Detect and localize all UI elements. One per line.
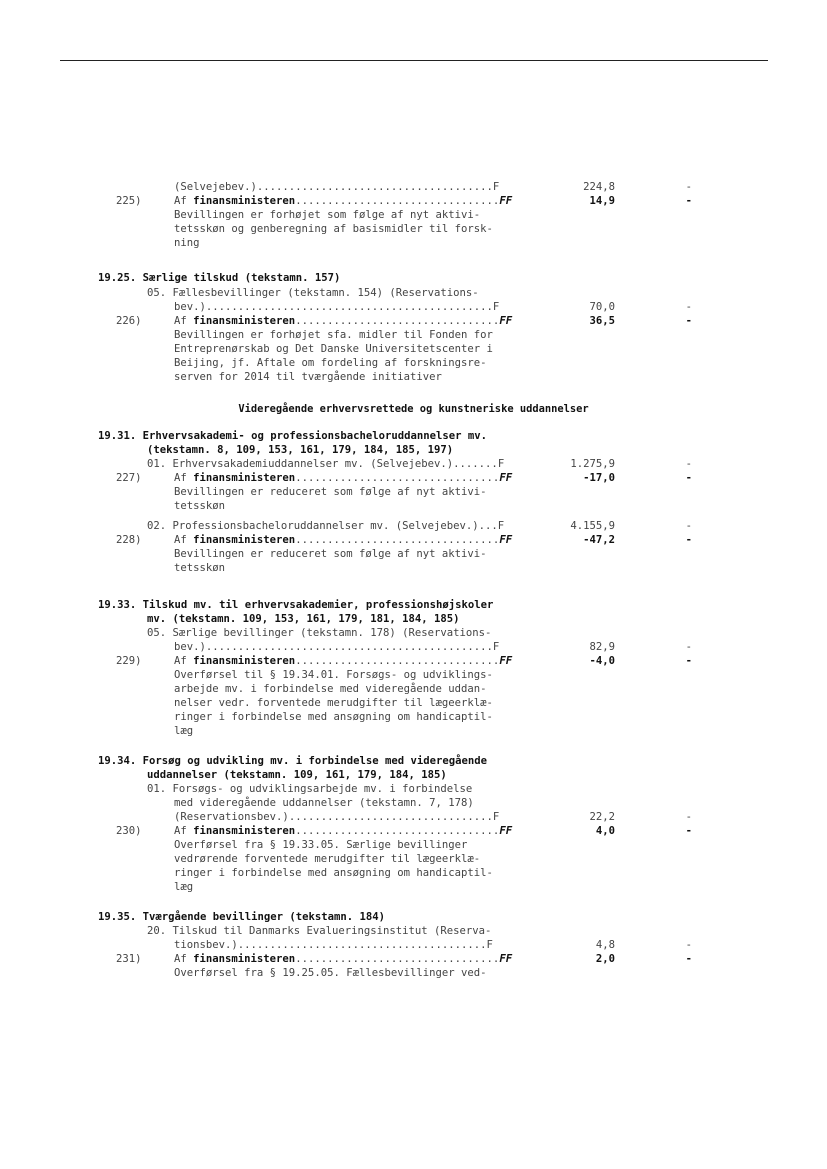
line-1925-bev: bev.).............................................F: [174, 301, 500, 313]
note-line: Overførsel fra § 19.33.05. Særlige bevillinger: [174, 839, 468, 851]
line-1933-05: 05. Særlige bevillinger (tekstamn. 178) (Reservations-: [147, 627, 492, 639]
section-title-1934: 19.34. Forsøg og udvikling mv. i forbindelse med videregående: [98, 755, 488, 767]
amount2-1931-02: -: [685, 520, 692, 532]
af-line-225: Af finansministeren................................FF: [174, 195, 513, 207]
ref-231: 231): [116, 953, 142, 965]
line-1931-02: 02. Professionsbacheloruddannelser mv. (Selvejebev.)...F: [147, 520, 505, 532]
af-amount-229: -4,0: [589, 655, 615, 667]
note-line: tetsskøn: [174, 500, 226, 512]
af-line-227: Af finansministeren................................FF: [174, 472, 513, 484]
note-line: tetsskøn: [174, 562, 226, 574]
note-line: læg: [174, 725, 194, 737]
af-line-228: Af finansministeren................................FF: [174, 534, 513, 546]
section-subtitle-1931: (tekstamn. 8, 109, 153, 161, 179, 184, 185, 197): [147, 444, 454, 456]
af-amount2-228: -: [685, 534, 692, 546]
af-amount2-225: -: [685, 195, 692, 207]
af-line-230: Af finansministeren................................FF: [174, 825, 513, 837]
amount2-1925: -: [685, 301, 692, 313]
af-amount2-227: -: [685, 472, 692, 484]
line-selvejebev: (Selvejebev.).....................................F: [174, 181, 500, 193]
line-1931-01: 01. Erhvervsakademiuddannelser mv. (Selvejebev.).......F: [147, 458, 505, 470]
note-line: vedrørende forventede merudgifter til lægeerklæ-: [174, 853, 481, 865]
line-1933-bev: bev.).............................................F: [174, 641, 500, 653]
note-line: tetsskøn og genberegning af basismidler til forsk-: [174, 223, 493, 235]
note-line: nelser vedr. forventede merudgifter til lægeerklæ-: [174, 697, 493, 709]
af-line-231: Af finansministeren................................FF: [174, 953, 513, 965]
amount-1931-02: 4.155,9: [570, 520, 615, 532]
ref-230: 230): [116, 825, 142, 837]
ref-225: 225): [116, 195, 142, 207]
amount-1933: 82,9: [589, 641, 615, 653]
af-amount-228: -47,2: [583, 534, 615, 546]
section-title-1925: 19.25. Særlige tilskud (tekstamn. 157): [98, 272, 341, 284]
group-heading: Videregående erhvervsrettede og kunstneriske uddannelser: [238, 403, 589, 415]
amount-2: -: [685, 181, 692, 193]
note-line: Bevillingen er forhøjet som følge af nyt aktivi-: [174, 209, 481, 221]
note-line: læg: [174, 881, 194, 893]
section-title-1933: 19.33. Tilskud mv. til erhvervsakademier, professionshøjskoler: [98, 599, 494, 611]
section-title-1931: 19.31. Erhvervsakademi- og professionsbacheloruddannelser mv.: [98, 430, 488, 442]
note-line: Bevillingen er reduceret som følge af nyt aktivi-: [174, 486, 487, 498]
line-1935-res: tionsbev.).......................................F: [174, 939, 493, 951]
af-amount2-231: -: [685, 953, 692, 965]
ref-226: 226): [116, 315, 142, 327]
note-line: arbejde mv. i forbindelse med videregående uddan-: [174, 683, 487, 695]
amount-1935: 4,8: [595, 939, 615, 951]
amount2-1934: -: [685, 811, 692, 823]
note-line: Entreprenørskab og Det Danske Universitetscenter i: [174, 343, 493, 355]
amount2-1933: -: [685, 641, 692, 653]
note-line: ning: [174, 237, 200, 249]
af-amount2-229: -: [685, 655, 692, 667]
header-rule: [60, 60, 768, 61]
note-line: Bevillingen er reduceret som følge af nyt aktivi-: [174, 548, 487, 560]
section-title-1935: 19.35. Tværgående bevillinger (tekstamn. 184): [98, 911, 386, 923]
amount-1925: 70,0: [589, 301, 615, 313]
af-amount-225: 14,9: [589, 195, 615, 207]
amount-1: 224,8: [583, 181, 615, 193]
section-subtitle-1933: mv. (tekstamn. 109, 153, 161, 179, 181, 184, 185): [147, 613, 460, 625]
ref-228: 228): [116, 534, 142, 546]
ref-229: 229): [116, 655, 142, 667]
af-line-229: Af finansministeren................................FF: [174, 655, 513, 667]
section-subtitle-1934: uddannelser (tekstamn. 109, 161, 179, 184, 185): [147, 769, 447, 781]
amount-1931-01: 1.275,9: [570, 458, 615, 470]
line-1934-01b: med videregående uddannelser (tekstamn. 7, 178): [174, 797, 474, 809]
amount2-1935: -: [685, 939, 692, 951]
note-line: ringer i forbindelse med ansøgning om handicaptil-: [174, 867, 493, 879]
note-line: Beijing, jf. Aftale om fordeling af forskningsre-: [174, 357, 487, 369]
line-1935-20: 20. Tilskud til Danmarks Evalueringsinstitut (Reserva-: [147, 925, 492, 937]
af-amount-231: 2,0: [595, 953, 615, 965]
ref-227: 227): [116, 472, 142, 484]
amount2-1931-01: -: [685, 458, 692, 470]
af-amount2-230: -: [685, 825, 692, 837]
note-line: Overførsel til § 19.34.01. Forsøgs- og udviklings-: [174, 669, 493, 681]
amount-1934: 22,2: [589, 811, 615, 823]
af-line-226: Af finansministeren................................FF: [174, 315, 513, 327]
af-amount-226: 36,5: [589, 315, 615, 327]
line-1934-01: 01. Forsøgs- og udviklingsarbejde mv. i forbindelse: [147, 783, 473, 795]
note-line: Overførsel fra § 19.25.05. Fællesbevillinger ved-: [174, 967, 487, 979]
note-line: ringer i forbindelse med ansøgning om handicaptil-: [174, 711, 493, 723]
af-amount2-226: -: [685, 315, 692, 327]
line-1925-05: 05. Fællesbevillinger (tekstamn. 154) (Reservations-: [147, 287, 479, 299]
minister-label: finansministeren: [193, 195, 296, 207]
note-line: serven for 2014 til tværgående initiativer: [174, 371, 442, 383]
line-1934-res: (Reservationsbev.)................................F: [174, 811, 500, 823]
note-line: Bevillingen er forhøjet sfa. midler til Fonden for: [174, 329, 493, 341]
af-amount-230: 4,0: [595, 825, 615, 837]
af-amount-227: -17,0: [583, 472, 615, 484]
